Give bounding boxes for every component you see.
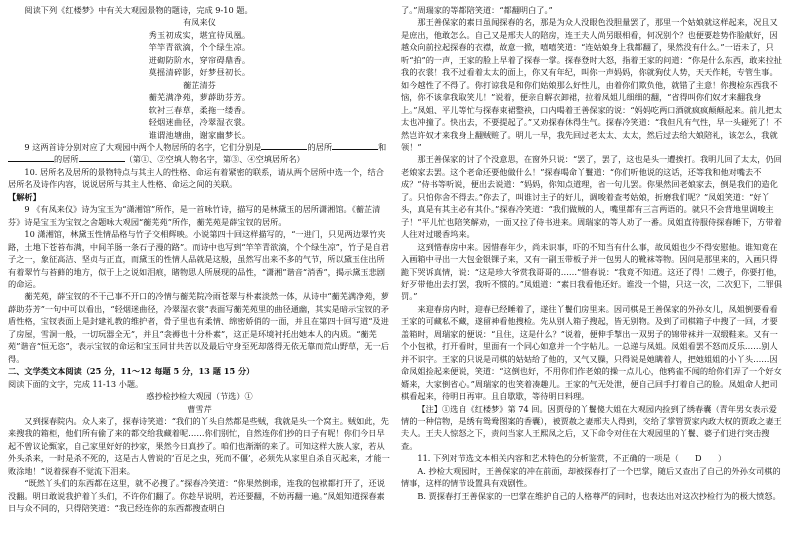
left-column [8,4,391,560]
story-paragraph: 那王善保家的讨了个没意思，在窗外只说：“罢了，罢了，这也是头一遭挨打。我明儿回了太太，仍回老娘家去罢。这个老命还要他做什么！”探春喝命丫鬟道：“你们听他说的这话，还等我和他对嘴去不成？”侍书等听说，便出去说道：“妈妈，你知点道理，省一句儿罢。你果然回老娘家去，倒是我们的造化了。只怕你舍不得去。”你去了，叫谁讨主子的好儿，调唆着查考姑娘，折磨我们呢？”凤姐笑道：“好丫头，真是有其主必有其仆。”探春冷笑道：“我们做贼的人，嘴里都有三言两语的。就只不会背地里调唆主子！”平儿忙也陪笑解劝，一面又拉了侍书进来。周瑞家的等人劝了一番。凤姐直待服侍探春睡下，方带着人往对过暖香坞来。 [401,154,782,240]
analysis-heading: 【解析】 [8,191,41,202]
section-2-heading: 二、文学类文本阅读（25 分，11～12 每题 5 分，13 题 15 分） [8,366,255,377]
poem2-line: 蘅芜满净苑，萝薜助芬芳。 [148,92,251,103]
answer-blank[interactable] [261,141,307,150]
poem1-title: 有凤来仪 [183,17,216,28]
story-paragraph: 又到探春院内。众人来了，探春诗笑道：“我们的丫头自然都是些贼，我就是头一个窝主。贼如此，先来搜我的箱柜，他们所有偷了来的都交给我藏着呢……你们别忙，自然连你们抄的日子有呢！你们今日早起不曾议论甄家，自己家里好好的抄家，果然今日真抄了。咱们也渐渐的来了。可知这样大族人家，若从外头杀来，一时是杀不死的，这是古人曾说的‘百足之虫，死而不僵’，必须先从家里自杀自灭起来，才能一败涂地！”说着探春不觉流下泪来。 [8,415,390,476]
answer-blank[interactable] [79,153,125,162]
poem2-line: 软衬三春草，柔拖一缕香。 [148,104,251,115]
poem1-line: 迸砌防阶水，穿帘碍鼎香。 [148,54,251,65]
poem2-title: 蘅芷清芬 [183,79,216,90]
option-a: A. 抄检大观园时，王善保家的冲在前面，却被探春打了一个巴掌，随后又查出了自己的外孙女司棋的情事，这样的情节设置具有戏剧性。 [401,465,781,489]
answer-blank[interactable] [332,141,378,150]
story-title: 惑抄检抄检大观园（节选）① [146,391,253,402]
section-2-instruction: 阅读下面的文字，完成 11-13 小题。 [8,378,144,389]
question-10: 10. 居所名及居所的景物特点与其主人的性格、命运有着紧密的联系，请从两个居所中选一个，结合居所名及诗作内容，说说居所与其主人性格、命运之间的关联。 [8,166,384,190]
story-paragraph: “既然丫头们的东西都在这里，就不必搜了。”探春冷笑道：“你果然倒乖，连我的包袱都打开了，还说没翻。明日敢说我护着丫头们，不许你们翻了。你趁早说明，若还要翻，不妨再翻一遍。”凤姐知道探春素日与众不同的，只得陪笑道：“我已经连你的东西都搜查明白 [8,478,385,514]
poem1-line: 莫摇清碎影，好梦昼初长。 [148,67,251,78]
story-paragraph: 那王善保家的素日虽闻探春的名，那是为众人没眼色没胆量罢了，那里一个姑娘就这样起来，况且又是庶出，他敢怎么。自己又是邢夫人的陪房，连王夫人尚另眼相看，何况别个？也便要趁势作脸献好，因越众向前拉起探春的衣襟，故意一掀，嘻嘻笑道：“连姑娘身上我都翻了，果然没有什么。”一语未了，只听“拍”的一声，王家的脸上早着了探春一掌。探春登时大怒，指着王家的问道：“你是什么东西，敢来拉扯我的衣裳！我不过看着太太的面上，你又有年纪，叫你一声妈妈，你就狗仗人势，天天作耗，专管生事。如今越性了不得了。你打谅我是和你们姑娘那么好性儿，由着你们欺负他，就错了主意！你搜检东西我不恼，你不该拿我取笑儿！”说着，便亲自解衣卸裙，拉着凤姐儿细细的翻，“省得叫你们奴才来翻我身上。”凤姐、平儿等忙与探春束裙整袂，口内喝着王善保家的说：“妈妈吃两口酒就疯疯颠颠起来。前儿把太太也冲撞了。快出去，不要提起了。”又劝探春休得生气。探春冷笑道：“我但凡有气性，早一头碰死了！不然岂许奴才来我身上翻贼赃了。明儿一早，我先回过老太太、太太，然后过去给大娘陪礼，该怎么，我就领！” [401,17,782,152]
option-b: B. 贾探春打王善保家的一巴掌在维护自己的人格尊严的同时，也表达出对这次抄检行为的极大愤怒。 [417,490,781,501]
poem2-line: 轻烟迷曲径，冷翠湿衣裳。 [148,117,251,128]
question-9: 9 这两首诗分别对应了大观园中两个人物居所的名字，它们分别是 的居所 和的居所 （第①、②空填人物名字，第③、④空填居所名） [8,141,391,166]
story-paragraph: 这到惜春房中来。因惜春年少，尚未识事，吓的不知当有什么事，故凤姐也少不得安慰他。谁知竟在入画箱中寻出一大包金银锞子来，又有一副玉带板子并一包男人的靴袜等物。因问是那里来的，入画只得跪下哭诉真情，说：“这是珍大爷赏我哥哥的……”惜春说：“我竟不知道。这还了得！二嫂子，你要打他，好歹带他出去打罢，我听不惯的。”凤姐道：“素日我看他还好。谁没一个错，只这一次，二次犯下，二罪俱罚。” [401,241,782,302]
footnote: 【注】①选自《红楼梦》第 74 回。因贾母的丫鬟傻大姐在大观园内捡到了绣春囊（青年男女表示爱情的一种信物，是绣有鸳鸯图案的香囊），被贾赦之妻邢夫人得到，交给了掌管贾家内政大权的贾政之妻王夫人。王夫人惊怒之下，责问当家人王熙凤之后，又下命令对住在大观园里的丫鬟、婆子们进行突击搜查。 [401,403,782,451]
question-11: 11. 下列对节选文本相关内容和艺术特色的分析鉴赏，不正确的一项是（ D ） [417,453,727,464]
poem1-line: 秀玉初成实，堪宜待凤凰。 [148,29,251,40]
answer-9: 9 《有凤来仪》诗为宝玉为“潇湘馆”所作，是一首咏竹诗，描写的是林黛玉的居所潇湘馆。《蘅芷清芬》诗是宝玉为宝钗之舍题咏大观园“蘅芜苑”所作，蘅芜苑是薛宝钗的居所。 [8,204,381,227]
story-paragraph: 了。”周瑞家的等都陪笑道：“都翻明白了。” [401,5,553,15]
answer-10-part1: 10 潇湘馆，林黛玉性情品格与竹子交相辉映。小说第四十回这样描写的，“一进门，只见两边翠竹夹路，土地下苍苔布满，中间羊肠一条石子漫的路”。而诗中也写到“竿竿青欲滴，个个绿生凉”，竹子是自君子之一，象征高洁、坚贞与正直，而黛玉的性情人品就是这般，虽然写出来不多的气节，所以黛玉住出所有着翠竹与苔藓的地方，似于上之说如泪痕，睹物思人所展现的品性，“潇湘”谐音“消香”，揭示黛玉悲剧的命运。 [8,229,389,289]
poem1-line: 竿竿青欲滴，个个绿生凉。 [148,42,251,53]
poem2-line: 谁谓池塘曲，谢家幽梦长。 [148,129,251,140]
answer-blank[interactable] [8,153,54,162]
right-column [401,4,784,560]
answer-10-part2: 蘅芜苑，薛宝钗的不干己事不开口的冷情与蘅芜院冷雨苍翠与朴素淡然一体，从诗中“蘅芜满净苑，萝薜助芬芳”一句中可以看出，“轻烟迷曲径，冷翠湿衣裳”表面写蘅芜苑里的曲径通幽，其实是暗示宝钗的矛盾性格，宝钗表面上是封建礼教的维护者，骨子里也有柔情、绵密娇俏的一面，并且在第四十回写道“及进了房屋，雪洞一般，一切玩器全无”，并且“衾褥也十分朴素”，这正是环境衬托出她本人的内质。“蘅芜苑”谐音“恒无恣”，表示宝钗的命运和宝玉同甘共苦以及最后守身至死却落得无依无靠而荒山野草，无一后得。 [8,291,389,364]
story-paragraph: 来迎春房内时，迎春已经睡着了，遂往丫鬟们房里来。因司棋是王善保家的外孙女儿，凤姐倒要看看王家的可藏私不藏，遂留神看他搜检。先从别人箱子搜起，皆无别物。及到了司棋箱子中搜了一回，才要盖箱时，周瑞家的便说：“且住，这是什么？”说着，便伸手掣出一双男子的锦带袜并一双缎鞋来。又有一个小包袱，打开看时，里面有一个同心如意并一个字帖儿。一总递与凤姐。凤姐看罢不怒而反乐……别人并不识字。王家的只说是司棋的姑姑给了他的，又气又臊，只得说是她瞒着人，把她姐姐的小丫头……因命凤姐捡起来便说，笑道：“这倒也好，不用你们作老娘的操一点儿心，他鸦雀不闻的给你们弄了一个好女婿来，大家倒省心。”周瑞家的也笑着凑趣儿。王家的气无处泄，便自己回手打着自己的脸。凤姐命人把司棋看起来，待明日再审。且自歇歇，等待明日料理。 [401,303,782,402]
story-author: 曹雪芹 [187,403,212,414]
question-intro: 阅读下列《红楼梦》中有关大观园景物的题诗，完成 9-10 题。 [24,5,253,15]
